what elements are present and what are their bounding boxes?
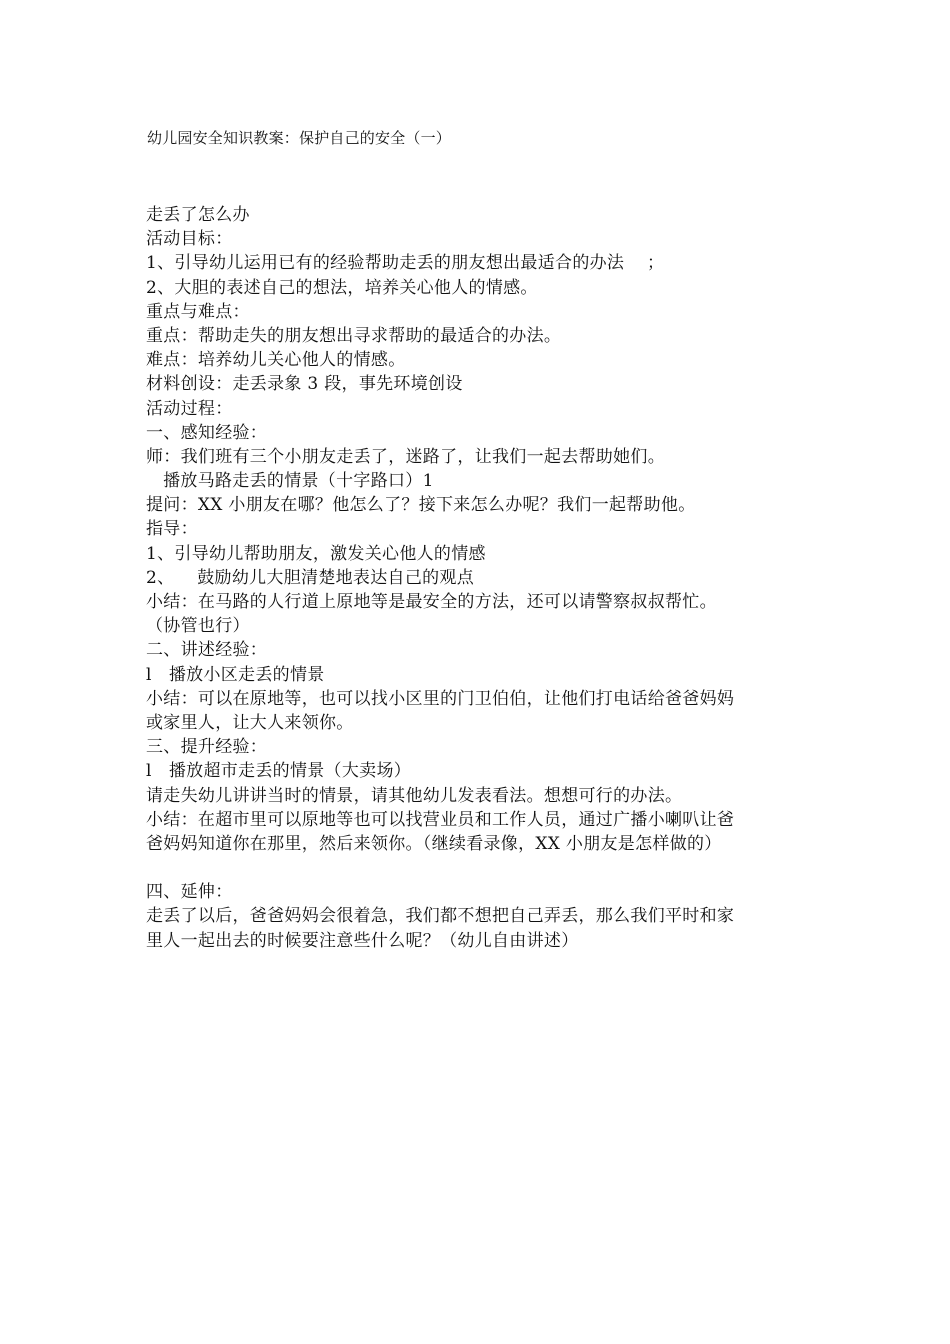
text-line: 小结：在超市里可以原地等也可以找营业员和工作人员，通过广播小喇叭让爸 bbox=[146, 809, 735, 830]
text-line: 里人一起出去的时候要注意些什么呢？（幼儿自由讲述） bbox=[146, 930, 579, 951]
text-line: 走丢了以后，爸爸妈妈会很着急，我们都不想把自己弄丢，那么我们平时和家 bbox=[146, 906, 735, 927]
text-line: 小结：在马路的人行道上原地等是最安全的方法，还可以请警察叔叔帮忙。 bbox=[146, 592, 717, 612]
text-line: 三、提升经验： bbox=[146, 737, 268, 758]
text-line: 2、 鼓励幼儿大胆清楚地表达自己的观点 bbox=[146, 567, 475, 588]
text-line: 2、大胆的表述自己的想法，培养关心他人的情感。 bbox=[146, 277, 538, 298]
text-line: l 播放小区走丢的情景 bbox=[146, 664, 325, 685]
document-body bbox=[146, 203, 810, 953]
text-line: 播放马路走丢的情景（十字路口）1 bbox=[146, 471, 434, 492]
text-line: 或家里人，让大人来领你。 bbox=[146, 712, 354, 733]
section-heading: 走丢了怎么办 bbox=[146, 205, 250, 225]
text-line: 难点：培养幼儿关心他人的情感。 bbox=[146, 350, 406, 371]
text-line: 请走失幼儿讲讲当时的情景，请其他幼儿发表看法。想想可行的办法。 bbox=[146, 785, 683, 806]
goals-heading: 活动目标： bbox=[146, 229, 233, 250]
text-line: 1、引导幼儿帮助朋友，激发关心他人的情感 bbox=[146, 543, 486, 564]
text-line: 重点与难点： bbox=[146, 301, 250, 322]
text-line: 指导： bbox=[146, 519, 198, 540]
text-line: 师：我们班有三个小朋友走丢了，迷路了，让我们一起去帮助她们。 bbox=[146, 446, 665, 467]
text-line: 材料创设：走丢录象 3 段，事先环境创设 bbox=[146, 374, 463, 395]
text-line: 一、感知经验： bbox=[146, 422, 268, 443]
text-line: l 播放超市走丢的情景（大卖场） bbox=[146, 761, 412, 782]
document-title: 幼儿园安全知识教案：保护自己的安全（一） bbox=[147, 129, 452, 147]
text-line: 1、引导幼儿运用已有的经验帮助走丢的朋友想出最适合的办法 ； bbox=[146, 253, 665, 274]
text-line: 爸妈妈知道你在那里，然后来领你。（继续看录像，XX 小朋友是怎样做的） bbox=[146, 833, 722, 854]
text-line: 重点：帮助走失的朋友想出寻求帮助的最适合的办法。 bbox=[146, 325, 562, 346]
text-line: （协管也行） bbox=[146, 616, 250, 637]
text-line: 活动过程： bbox=[146, 398, 233, 419]
text-line: 四、延伸： bbox=[146, 882, 233, 903]
text-line: 提问：XX 小朋友在哪？他怎么了？接下来怎么办呢？我们一起帮助他。 bbox=[146, 495, 696, 516]
blank-line bbox=[146, 856, 810, 880]
text-line: 二、讲述经验： bbox=[146, 640, 268, 661]
text-line: 小结：可以在原地等，也可以找小区里的门卫伯伯，让他们打电话给爸爸妈妈 bbox=[146, 688, 735, 709]
